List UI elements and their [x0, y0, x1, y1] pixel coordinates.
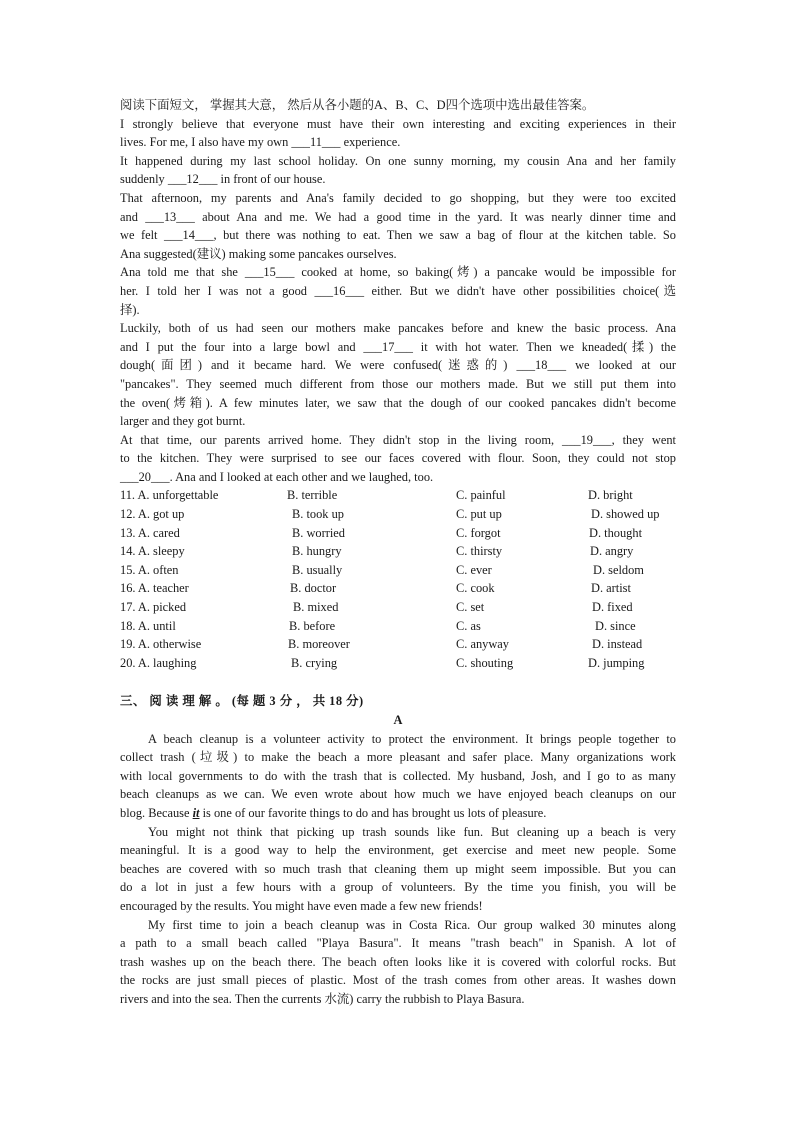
option-b: B. worried	[292, 525, 345, 540]
passage-line: we felt ___14___, but there was nothing to eat. Then we saw a bag of flour at the kitchen table. So	[120, 228, 676, 243]
option-row	[120, 505, 676, 524]
passage-line	[120, 804, 676, 823]
option-a: 12. A. got up	[120, 507, 185, 522]
passage-line: with local governments to do with the trash that is collected. My husband, Josh, and I go to as many	[120, 768, 676, 783]
passage-line: It happened during my last school holiday. On one sunny morning, my cousin Ana and her family	[120, 153, 676, 168]
option-row	[120, 617, 676, 636]
option-a: 19. A. otherwise	[120, 637, 202, 652]
option-row	[120, 598, 676, 617]
passage-line: and I put the four into a large bowl and ___17___ it with hot water. Then we kneaded(揉) the	[120, 339, 676, 354]
option-row	[120, 542, 676, 561]
option-d: D. fixed	[592, 600, 633, 615]
section-title: 三、 阅 读 理 解 。 (每 题 3 分 ， 共 18 分)	[120, 694, 364, 709]
option-a: 16. A. teacher	[120, 581, 189, 596]
option-d: D. thought	[589, 525, 643, 540]
option-d: D. since	[595, 618, 636, 633]
passage-line: Ana told me that she ___15___ cooked at home, so baking(烤) a pancake would be impossible for	[120, 265, 676, 280]
option-b: B. took up	[292, 507, 344, 522]
passage-line: beach cleanups as we can. We even wrote about how much we have enjoyed beach cleanups on our	[120, 787, 676, 802]
passage-line: and ___13___ about Ana and me. We had a good time in the yard. It was nearly dinner time and	[120, 209, 676, 224]
option-c: C. forgot	[456, 525, 501, 540]
option-d: D. instead	[592, 637, 643, 652]
passage-line: larger and they got burnt.	[120, 414, 246, 429]
option-a: 15. A. often	[120, 562, 179, 577]
passage-line: lives. For me, I also have my own ___11___ experience.	[120, 135, 401, 150]
passage-line: beaches are covered with so much trash that cleaning them up might seem impossible. But you can	[120, 861, 676, 876]
passage-line: encouraged by the results. You might have even made a few new friends!	[120, 898, 483, 913]
option-a: 14. A. sleepy	[120, 544, 185, 559]
option-d: D. bright	[588, 488, 633, 503]
passage-line: collect trash (垃圾) to make the beach a more pleasant and safer place. Many organizations work	[120, 750, 676, 765]
option-b: B. usually	[292, 562, 343, 577]
option-a: 20. A. laughing	[120, 655, 197, 670]
option-row	[120, 486, 676, 505]
passage-line: dough(面团) and it became hard. We were confused(迷惑的) ___18___ we looked at our	[120, 358, 676, 373]
passage-line: "pancakes". They seemed much different from those our mothers made. But we still put them into	[120, 376, 676, 391]
option-b: B. hungry	[292, 544, 342, 559]
option-b: B. moreover	[288, 637, 350, 652]
option-row	[120, 579, 676, 598]
passage-line: At that time, our parents arrived home. They didn't stop in the living room, ___19___, they went	[120, 432, 676, 447]
emphasized-word: it	[192, 805, 200, 820]
passage-line: 择).	[120, 302, 140, 317]
passage-line: do a lot in just a few hours with a group of volunteers. By the time you finish, you will be	[120, 880, 676, 895]
option-d: D. seldom	[593, 562, 644, 577]
passage-line: You might not think that picking up trash sounds like fun. But cleaning up a beach is very	[148, 824, 676, 839]
option-row	[120, 654, 676, 673]
passage-a-label: A	[393, 713, 403, 727]
cloze-passage	[120, 115, 676, 487]
option-c: C. as	[456, 618, 481, 633]
option-b: B. doctor	[290, 581, 337, 596]
option-c: C. thirsty	[456, 544, 503, 559]
passage-line: rivers and into the sea. Then the currents 水流) carry the rubbish to Playa Basura.	[120, 991, 525, 1006]
option-c: C. ever	[456, 562, 492, 577]
passage-line: trash washes up on the beach there. The beach often looks like it is covered with colorful rocks. But	[120, 954, 676, 969]
passage-line: That afternoon, my parents and Ana's family decided to go shopping, but they were too excited	[120, 190, 676, 205]
option-row	[120, 635, 676, 654]
option-c: C. painful	[456, 488, 506, 503]
option-c: C. shouting	[456, 655, 514, 670]
passage-line: the oven(烤箱). A few minutes later, we saw that the dough of our cooked pancakes didn't become	[120, 395, 676, 410]
document-page	[120, 96, 676, 1009]
option-b: B. crying	[291, 655, 338, 670]
option-c: C. put up	[456, 507, 502, 522]
option-a: 11. A. unforgettable	[120, 488, 219, 503]
passage-text: blog. Because	[120, 805, 193, 820]
options-list	[120, 486, 676, 672]
option-d: D. jumping	[588, 655, 645, 670]
passage-line: the rocks are just small pieces of plastic. Most of the trash comes from other areas. It washes down	[120, 973, 676, 988]
passage-line: Luckily, both of us had seen our mothers make pancakes before and knew the basic process. Ana	[120, 321, 676, 336]
option-b: B. mixed	[293, 600, 339, 615]
option-d: D. angry	[590, 544, 634, 559]
option-c: C. set	[456, 600, 485, 615]
option-b: B. before	[289, 618, 336, 633]
option-row	[120, 524, 676, 543]
passage-text: is one of our favorite things to do and has brought us lots of pleasure.	[199, 805, 547, 820]
passage-line: suddenly ___12___ in front of our house.	[120, 172, 326, 187]
passage-line: I strongly believe that everyone must have their own interesting and exciting experiences in their	[120, 116, 676, 131]
passage-line: A beach cleanup is a volunteer activity to protect the environment. It brings people together to	[148, 731, 676, 746]
reading-passage-a	[120, 730, 676, 1009]
option-b: B. terrible	[287, 488, 338, 503]
passage-line: meaningful. It is a good way to help the environment, get exercise and meet new people. Some	[120, 843, 676, 858]
option-d: D. artist	[591, 581, 631, 596]
option-a: 18. A. until	[120, 618, 176, 633]
passage-line: a path to a small beach called "Playa Basura". It means "trash beach" in Spanish. A lot of	[120, 936, 676, 951]
option-c: C. cook	[456, 581, 495, 596]
option-d: D. showed up	[591, 507, 660, 522]
passage-line: her. I told her I was not a good ___16___ either. But we didn't have other possibilities choice(选	[120, 283, 676, 298]
passage-line: to the kitchen. They were surprised to see our faces covered with flour. Soon, they could not stop	[120, 451, 676, 466]
instruction-line: 阅读下面短文， 掌握其大意， 然后从各小题的A、B、C、D四个选项中选出最佳答案。	[120, 98, 595, 112]
passage-line: Ana suggested(建议) making some pancakes ourselves.	[120, 246, 397, 261]
option-c: C. anyway	[456, 637, 509, 652]
option-a: 13. A. cared	[120, 525, 180, 540]
option-row	[120, 561, 676, 580]
passage-line: My first time to join a beach cleanup was in Costa Rica. Our group walked 30 minutes along	[148, 917, 676, 932]
passage-line: ___20___. Ana and I looked at each other and we laughed, too.	[120, 469, 434, 484]
option-a: 17. A. picked	[120, 600, 187, 615]
